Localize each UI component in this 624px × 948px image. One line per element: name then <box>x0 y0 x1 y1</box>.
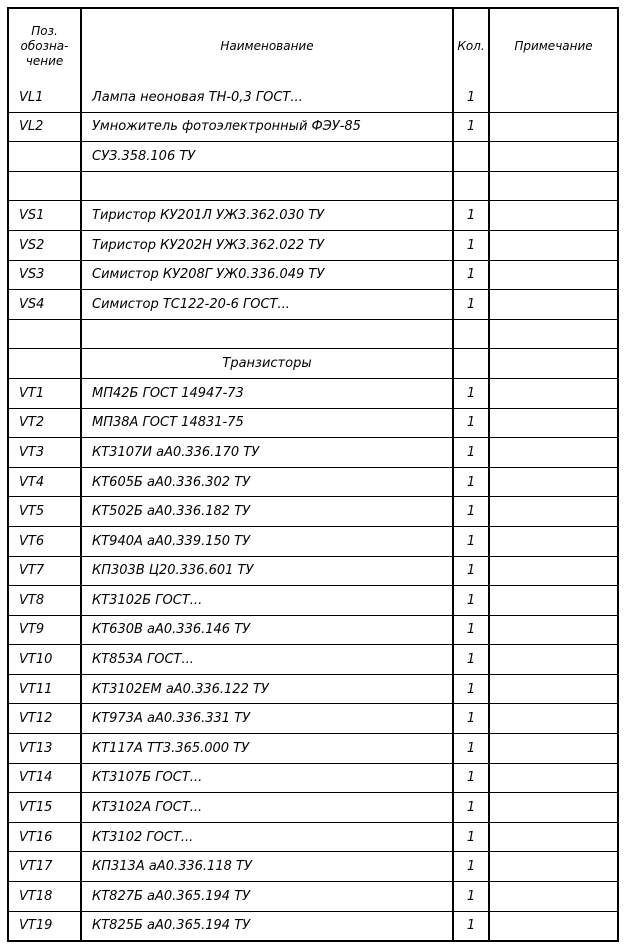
cell-pos: VT1 <box>9 378 81 408</box>
cell-note <box>489 349 617 379</box>
table-row <box>9 171 617 201</box>
cell-pos: VT17 <box>9 852 81 882</box>
table-row <box>9 142 617 172</box>
cell-name: Симистор КУ208Г УЖ0.336.049 ТУ <box>81 260 453 290</box>
cell-pos: VT13 <box>9 734 81 764</box>
spec-table <box>9 9 617 940</box>
header-row <box>9 9 617 83</box>
cell-qty: 1 <box>453 763 489 793</box>
cell-qty: 1 <box>453 556 489 586</box>
cell-note <box>489 290 617 320</box>
cell-name: КТ3102 ГОСТ... <box>81 822 453 852</box>
table-row <box>9 704 617 734</box>
cell-name: Лампа неоновая ТН-0,3 ГОСТ... <box>81 83 453 112</box>
cell-qty <box>453 171 489 201</box>
cell-pos: VT9 <box>9 615 81 645</box>
cell-pos <box>9 319 81 349</box>
cell-qty: 1 <box>453 438 489 468</box>
table-row <box>9 615 617 645</box>
cell-qty <box>453 349 489 379</box>
cell-name: КТ827Б аА0.365.194 ТУ <box>81 882 453 912</box>
cell-qty: 1 <box>453 83 489 112</box>
cell-qty: 1 <box>453 822 489 852</box>
cell-note <box>489 615 617 645</box>
cell-qty: 1 <box>453 378 489 408</box>
cell-name <box>81 319 453 349</box>
cell-note <box>489 319 617 349</box>
cell-name <box>81 171 453 201</box>
cell-pos: VS1 <box>9 201 81 231</box>
table-row <box>9 290 617 320</box>
cell-pos: VT14 <box>9 763 81 793</box>
cell-name: МП42Б ГОСТ 14947-73 <box>81 378 453 408</box>
table-row <box>9 852 617 882</box>
table-row <box>9 201 617 231</box>
cell-name: МП38А ГОСТ 14831-75 <box>81 408 453 438</box>
cell-pos: VT19 <box>9 911 81 940</box>
table-row <box>9 526 617 556</box>
table-row <box>9 83 617 112</box>
table-body <box>9 83 617 940</box>
cell-pos: VT7 <box>9 556 81 586</box>
cell-name: Умножитель фотоэлектронный ФЭУ-85 <box>81 112 453 142</box>
cell-note <box>489 763 617 793</box>
cell-note <box>489 526 617 556</box>
table-row <box>9 408 617 438</box>
cell-name: КТ3102Б ГОСТ... <box>81 586 453 616</box>
header-pos: Поз. обозна- чение <box>9 9 81 83</box>
table-row <box>9 319 617 349</box>
spec-sheet <box>7 7 619 942</box>
header-qty: Кол. <box>453 9 489 83</box>
cell-pos: VS2 <box>9 230 81 260</box>
cell-qty: 1 <box>453 230 489 260</box>
table-row <box>9 230 617 260</box>
cell-qty: 1 <box>453 586 489 616</box>
cell-qty <box>453 142 489 172</box>
cell-qty: 1 <box>453 852 489 882</box>
cell-note <box>489 467 617 497</box>
cell-qty: 1 <box>453 497 489 527</box>
cell-note <box>489 793 617 823</box>
cell-name: КТ630В аА0.336.146 ТУ <box>81 615 453 645</box>
cell-pos: VT11 <box>9 674 81 704</box>
cell-note <box>489 438 617 468</box>
cell-note <box>489 674 617 704</box>
cell-qty: 1 <box>453 467 489 497</box>
cell-pos: VT6 <box>9 526 81 556</box>
cell-pos: VT3 <box>9 438 81 468</box>
cell-note <box>489 822 617 852</box>
cell-note <box>489 230 617 260</box>
cell-note <box>489 112 617 142</box>
table-row <box>9 882 617 912</box>
cell-pos <box>9 142 81 172</box>
cell-note <box>489 911 617 940</box>
table-row <box>9 645 617 675</box>
cell-note <box>489 201 617 231</box>
cell-name: КТ853А ГОСТ... <box>81 645 453 675</box>
cell-note <box>489 556 617 586</box>
cell-note <box>489 378 617 408</box>
cell-pos: VT18 <box>9 882 81 912</box>
cell-name: Тиристор КУ201Л УЖ3.362.030 ТУ <box>81 201 453 231</box>
cell-note <box>489 260 617 290</box>
cell-name: КТ502Б аА0.336.182 ТУ <box>81 497 453 527</box>
cell-qty: 1 <box>453 793 489 823</box>
cell-note <box>489 83 617 112</box>
table-row <box>9 674 617 704</box>
cell-note <box>489 704 617 734</box>
cell-pos: VT10 <box>9 645 81 675</box>
table-row <box>9 438 617 468</box>
table-row <box>9 763 617 793</box>
cell-pos: VT4 <box>9 467 81 497</box>
cell-name: КП303В Ц20.336.601 ТУ <box>81 556 453 586</box>
table-row <box>9 349 617 379</box>
cell-pos: VS3 <box>9 260 81 290</box>
cell-name: КТ3102ЕМ аА0.336.122 ТУ <box>81 674 453 704</box>
cell-note <box>489 882 617 912</box>
table-row <box>9 378 617 408</box>
cell-qty: 1 <box>453 674 489 704</box>
table-row <box>9 793 617 823</box>
cell-pos: VT5 <box>9 497 81 527</box>
cell-name: КТ973А аА0.336.331 ТУ <box>81 704 453 734</box>
cell-qty: 1 <box>453 882 489 912</box>
table-row <box>9 822 617 852</box>
cell-pos <box>9 171 81 201</box>
cell-note <box>489 408 617 438</box>
cell-name: КТ940А аА0.339.150 ТУ <box>81 526 453 556</box>
table-row <box>9 911 617 940</box>
table-row <box>9 734 617 764</box>
table-row <box>9 497 617 527</box>
cell-qty: 1 <box>453 734 489 764</box>
cell-note <box>489 171 617 201</box>
cell-qty: 1 <box>453 408 489 438</box>
cell-qty: 1 <box>453 645 489 675</box>
cell-name: СУЗ.358.106 ТУ <box>81 142 453 172</box>
cell-pos: VT8 <box>9 586 81 616</box>
cell-pos: VT12 <box>9 704 81 734</box>
cell-qty: 1 <box>453 260 489 290</box>
cell-pos: VL1 <box>9 83 81 112</box>
table-row <box>9 112 617 142</box>
header-name: Наименование <box>81 9 453 83</box>
cell-name: КТ825Б аА0.365.194 ТУ <box>81 911 453 940</box>
cell-qty: 1 <box>453 526 489 556</box>
table-row <box>9 556 617 586</box>
cell-name: Транзисторы <box>81 349 453 379</box>
cell-name: КТ3102А ГОСТ... <box>81 793 453 823</box>
cell-name: КТ605Б аА0.336.302 ТУ <box>81 467 453 497</box>
cell-note <box>489 645 617 675</box>
cell-pos: VT16 <box>9 822 81 852</box>
cell-qty: 1 <box>453 112 489 142</box>
cell-name: Симистор ТС122-20-6 ГОСТ... <box>81 290 453 320</box>
cell-name: Тиристор КУ202Н УЖ3.362.022 ТУ <box>81 230 453 260</box>
cell-qty: 1 <box>453 290 489 320</box>
cell-name: КП313А аА0.336.118 ТУ <box>81 852 453 882</box>
table-row <box>9 260 617 290</box>
cell-note <box>489 734 617 764</box>
table-row <box>9 586 617 616</box>
cell-pos: VS4 <box>9 290 81 320</box>
cell-name: КТ117А ТТ3.365.000 ТУ <box>81 734 453 764</box>
cell-qty: 1 <box>453 201 489 231</box>
cell-pos: VT15 <box>9 793 81 823</box>
cell-note <box>489 586 617 616</box>
cell-qty: 1 <box>453 911 489 940</box>
cell-pos: VL2 <box>9 112 81 142</box>
table-row <box>9 467 617 497</box>
cell-name: КТ3107И аА0.336.170 ТУ <box>81 438 453 468</box>
cell-pos: VT2 <box>9 408 81 438</box>
cell-note <box>489 852 617 882</box>
cell-pos <box>9 349 81 379</box>
header-note: Примечание <box>489 9 617 83</box>
cell-name: КТ3107Б ГОСТ... <box>81 763 453 793</box>
cell-qty: 1 <box>453 615 489 645</box>
cell-qty: 1 <box>453 704 489 734</box>
cell-note <box>489 497 617 527</box>
cell-note <box>489 142 617 172</box>
cell-qty <box>453 319 489 349</box>
